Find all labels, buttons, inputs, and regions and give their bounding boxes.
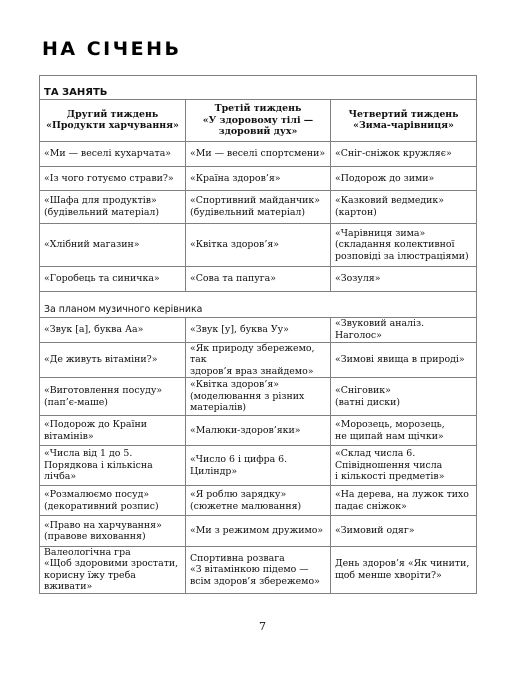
table-row <box>40 378 477 416</box>
table-cell: «Малюки-здоров’яки» <box>186 416 331 446</box>
table-cell: «Виготовлення посуду» (пап’є-маше) <box>40 378 186 416</box>
table-row <box>40 266 477 291</box>
table-cell: «Шафа для продуктів» (будівельний матеріал) <box>40 190 186 223</box>
table-row <box>40 166 477 190</box>
table-row <box>40 486 477 516</box>
table-cell: «Звук [у], буква Уу» <box>186 317 331 342</box>
column-header: Другий тиждень «Продукти харчування» <box>40 99 186 141</box>
table-cell: «Подорож до Країни вітамінів» <box>40 416 186 446</box>
table-cell: Спортивна розвага «З вітамінкою підемо — всім здоров’я збережемо» <box>186 547 331 594</box>
table-cell: «Зимовий одяг» <box>331 516 477 547</box>
table-cell: «Розмалюємо посуд» (декоративний розпис) <box>40 486 186 516</box>
table-cell: «Ми — веселі спортсмени» <box>186 141 331 166</box>
table-row <box>40 141 477 166</box>
section-cell <box>40 291 477 317</box>
table-cell: День здоров’я «Як чинити, щоб менше хворіти?» <box>331 547 477 594</box>
table-cell: Валеологічна гра «Щоб здоровими зростати, корисну їжу треба вживати» <box>40 547 186 594</box>
table-cell: «Морозець, морозець, не щипай нам щічки» <box>331 416 477 446</box>
table-cell: «Горобець та синичка» <box>40 266 186 291</box>
table-cell: «Звуковий аналіз. Наголос» <box>331 317 477 342</box>
table-cell: «Де живуть вітаміни?» <box>40 342 186 377</box>
table-cell: «Із чого готуємо страви?» <box>40 166 186 190</box>
page-heading: НА СІЧЕНЬ <box>42 38 182 60</box>
table-cell: «Числа від 1 до 5. Порядкова і кількісна лічба» <box>40 446 186 486</box>
table-row <box>40 416 477 446</box>
schedule-table <box>39 75 477 594</box>
section-label: За планом музичного керівника <box>44 304 203 316</box>
table-row <box>40 516 477 547</box>
table-row <box>40 547 477 594</box>
column-header: Третій тиждень «У здоровому тілі — здоровий дух» <box>186 99 331 141</box>
page-number: 7 <box>259 620 266 633</box>
table-cell: «Зозуля» <box>331 266 477 291</box>
section-title-row <box>40 76 477 100</box>
column-header: Четвертий тиждень «Зима-чарівниця» <box>331 99 477 141</box>
table-cell: «Право на харчування» (правове виховання) <box>40 516 186 547</box>
table-cell: «Зимові явища в природі» <box>331 342 477 377</box>
table-cell: «Число 6 і цифра 6. Циліндр» <box>186 446 331 486</box>
table-cell: «Сніг-сніжок кружляє» <box>331 141 477 166</box>
table-cell: «Ми — веселі кухарчата» <box>40 141 186 166</box>
table-cell: «Сніговик» (ватні диски) <box>331 378 477 416</box>
table-cell: «Як природу збережемо, так здоров’я враз знайдемо» <box>186 342 331 377</box>
section-row <box>40 291 477 317</box>
table-row <box>40 317 477 342</box>
table-cell: «Квітка здоров’я» <box>186 223 331 266</box>
table-cell: «Подорож до зими» <box>331 166 477 190</box>
table-cell: «Склад числа 6. Співідношення числа і кількості предметів» <box>331 446 477 486</box>
table-cell: «Ми з режимом дружимо» <box>186 516 331 547</box>
table-row <box>40 446 477 486</box>
table-cell: «Сова та папуга» <box>186 266 331 291</box>
table-cell: «Я роблю зарядку» (сюжетне малювання) <box>186 486 331 516</box>
table-row <box>40 190 477 223</box>
section-title-cell <box>40 76 477 100</box>
table-cell: «Чарівниця зима» (складання колективної розповіді за ілюстраціями) <box>331 223 477 266</box>
table-cell: «Квітка здоров’я» (моделювання з різних матеріалів) <box>186 378 331 416</box>
table-cell: «На дерева, на лужок тихо падає сніжок» <box>331 486 477 516</box>
table-cell: «Звук [а], буква Аа» <box>40 317 186 342</box>
table-cell: «Казковий ведмедик» (картон) <box>331 190 477 223</box>
column-header-row <box>40 99 477 141</box>
table-row <box>40 223 477 266</box>
table-cell: «Хлібний магазин» <box>40 223 186 266</box>
table-cell: «Країна здоров’я» <box>186 166 331 190</box>
table-row <box>40 342 477 377</box>
schedule-body <box>40 76 477 594</box>
table-cell: «Спортивний майданчик» (будівельний матеріал) <box>186 190 331 223</box>
section-title: ТА ЗАНЯТЬ <box>44 87 108 99</box>
